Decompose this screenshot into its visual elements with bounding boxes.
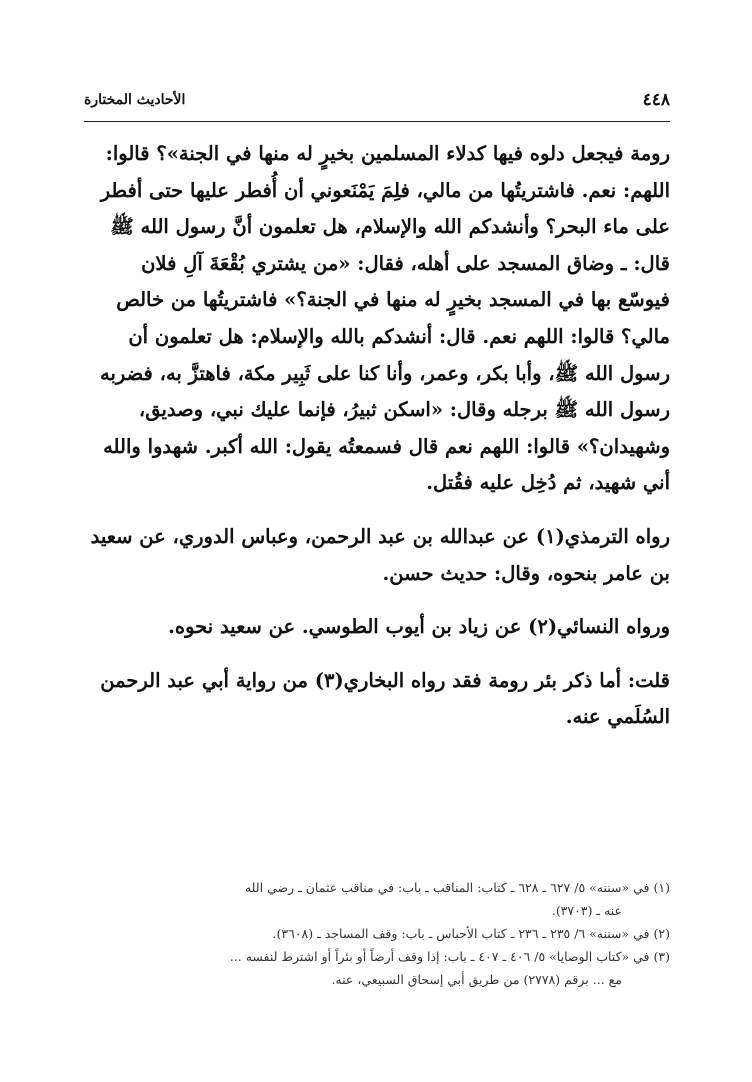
running-title: الأحاديث المختارة: [84, 92, 186, 108]
bukhari-note-paragraph: قلت: أما ذكر بئر رومة فقد رواه البخاري(٣) من رواية أبي عبد الرحمن السُلَمي عنه.: [100, 668, 670, 729]
page-number: ٤٤٨: [642, 90, 670, 110]
footnote-1: (١) في «سننه» ٥/ ٦٢٧ ـ ٦٢٨ ـ كتاب: المناقب ـ باب: في مناقب عثمان ـ رضي الله: [244, 880, 670, 895]
hadith-paragraph: رومة فيجعل دلوه فيها كدلاء المسلمين بخيرٍ له منها في الجنة»؟ قالوا: اللهم: نعم. فاشتريتُها من مالي، فلِمَ يَمْنَعوني أن أُفطر عليها حتى أفطر على ماء البحر؟ وأنشدكم الله والإسلام، هل تعلمون أنَّ رسول الله ﷺ قال: ـ وضاق المسجد على أهله، فقال: «من يشتري بُقْعَةَ آلِ فلان فيوسّع بها في المسجد بخيرٍ له منها في الجنة؟» فاشتريتُها من خالص مالي؟ قالوا: اللهم نعم. قال: أنشدكم بالله والإسلام: هل تعلمون أن رسول الله ﷺ، وأبا بكر، وعمر، وأنا كنا على ثَبِير مكة، فاهتزَّ به، فضربه رسول الله ﷺ برجله وقال: «اسكن ثبيرُ، فإنما عليك نبي، وصديق، وشهيدان؟» قالوا: اللهم نعم قال فسمعتُه يقول: الله أكبر. شهدوا والله أني شهيد، ثم دُخِل عليه فقُتل.: [99, 142, 670, 495]
nasai-narration-paragraph: ورواه النسائي(٢) عن زياد بن أيوب الطوسي. عن سعيد نحوه.: [168, 615, 670, 639]
header-rule: [84, 121, 670, 122]
footnotes: [84, 876, 670, 991]
footnote-1-continuation: عنه ـ (٣٧٠٣).: [551, 903, 622, 918]
tirmidhi-narration-paragraph: رواه الترمذي(١) عن عبدالله بن عبد الرحمن، وعباس الدوري، عن سعيد بن عامر بنحوه، وقال: حديث حسن.: [90, 524, 670, 585]
page-header: [84, 84, 670, 118]
footnote-3-continuation: مع ... برقم (٢٧٧٨) من طريق أبي إسحاق السبيعي، عنه.: [331, 972, 622, 987]
footnote-3: (٣) في «كتاب الوصايا» ٥/ ٤٠٦ ـ ٤٠٧ ـ باب: إذا وقف أرضاً أو بئراً أو اشترط لنفسه ...: [229, 949, 670, 964]
main-text: [84, 136, 670, 736]
footnote-2: (٢) في «سننه» ٦/ ٢٣٥ ـ ٢٣٦ ـ كتاب الأحباس ـ باب: وقف المساجد ـ (٣٦٠٨).: [272, 926, 670, 941]
